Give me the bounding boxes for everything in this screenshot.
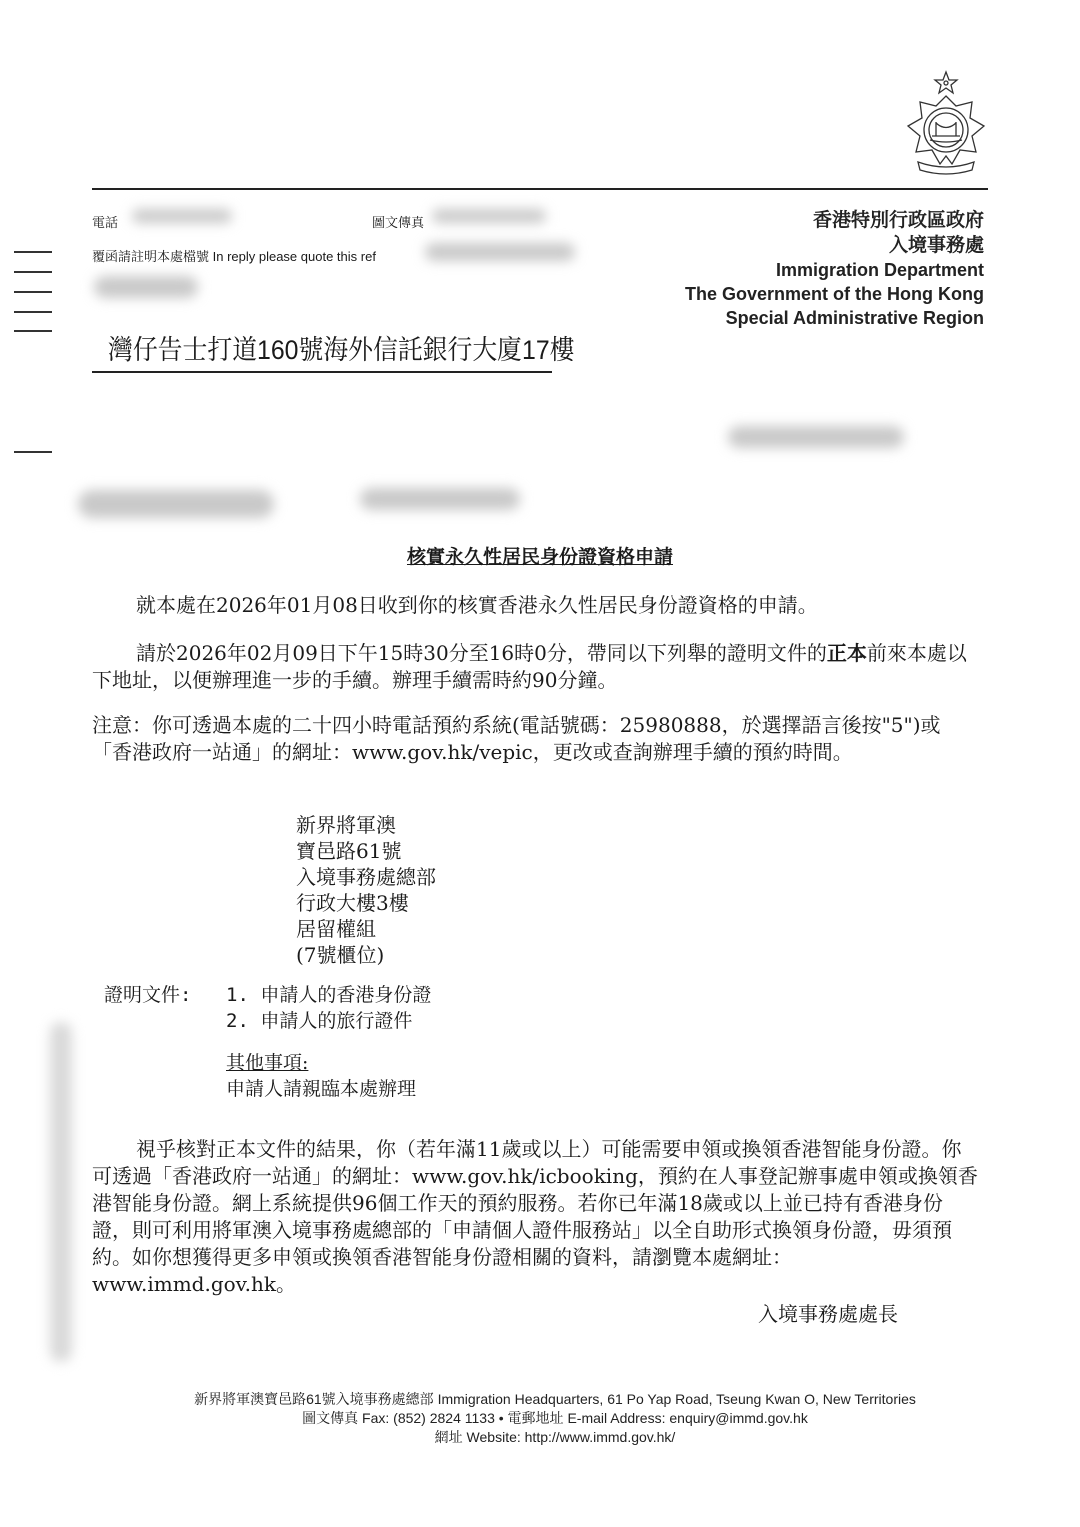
dept-en-line-2: The Government of the Hong Kong [685, 284, 984, 304]
paragraph-receipt-text: 就本處在2026年01月08日收到你的核實香港永久性居民身份證資格的申請。 [136, 593, 818, 617]
paragraph-appointment [92, 640, 980, 694]
paragraph-appointment-text [92, 640, 980, 694]
signature: 入境事務處處長 [758, 1302, 898, 1326]
address-line: 寶邑路61號 [296, 839, 402, 863]
immigration-department-crest-icon [900, 66, 992, 178]
margin-mark [14, 311, 52, 313]
margin-mark [14, 251, 52, 253]
appointment-text-before: 請於2026年02月09日下午15時30分至16時0分，帶同以下列舉的證明文件的 [136, 641, 827, 665]
documents-label: 證明文件: [104, 984, 192, 1006]
redacted-date [728, 426, 904, 448]
address-line: 居留權組 [296, 917, 376, 941]
other-matters-text: 申請人請親臨本處辦理 [226, 1078, 417, 1100]
margin-mark [14, 330, 52, 332]
other-matters-title: 其他事項: [226, 1052, 309, 1074]
paragraph-receipt [92, 592, 980, 619]
paragraph-note [92, 712, 980, 766]
redacted-phone [132, 209, 232, 223]
address-line: 新界將軍澳 [296, 813, 396, 837]
footer-website: 網址 Website: http://www.immd.gov.hk/ [434, 1429, 676, 1445]
margin-mark [14, 451, 52, 453]
smart-id-text: 視乎核對正本文件的結果，你（若年滿11歲或以上）可能需要申領或換領香港智能身份證。你可透過「香港政府一站通」的網址：www.gov.hk/icbooking，預約在人事登記辦事處申領或換領香港智能身份證。網上系統提供96個工作天的預約服務。若你已年滿18歲或以上並已持有香港身份證，則可利用將軍澳入境事務處總部的「申請個人證件服務站」以全自助形式換領身份證，毋須預約。如你想獲得更多申領或換領香港智能身份證相關的資料，請瀏覽本處網址：www.immd.gov.hk。 [92, 1137, 978, 1296]
redacted-name [94, 276, 198, 298]
footer-address: 新界將軍澳寶邑路61號入境事務處總部 Immigration Headquarters, 61 Po Yap Road, Tseung Kwan O, New Territories [194, 1391, 916, 1407]
documents-list [226, 982, 431, 1034]
original-copy-emphasis: 正本 [826, 641, 867, 665]
dept-en-line-3: Special Administrative Region [725, 308, 984, 328]
scan-shadow [50, 1022, 72, 1362]
margin-mark [14, 291, 52, 293]
recipient-address: 灣仔告士打道160號海外信託銀行大廈17樓 [108, 335, 575, 365]
department-name-block [685, 208, 984, 330]
address-underline [92, 371, 552, 373]
header-rule [92, 188, 988, 190]
office-address [296, 812, 436, 968]
address-line: 入境事務處總部 [296, 865, 436, 889]
redacted-reference [425, 243, 575, 261]
document-item: 1. 申請人的香港身份證 [226, 984, 432, 1006]
reference-label: 覆函請註明本處檔號 In reply please quote this ref [92, 249, 376, 264]
dept-zh-line-1: 香港特別行政區政府 [812, 210, 984, 231]
footer [0, 1390, 1080, 1447]
redacted-fax [432, 209, 546, 223]
dept-zh-line-2: 入境事務處 [888, 235, 984, 256]
appointment-text-after: 前來本處以下地址，以便辦理進一步的手續。辦理手續需時約90分鐘。 [92, 641, 967, 692]
dept-en-line-1: Immigration Department [775, 260, 984, 280]
margin-mark [14, 271, 52, 273]
fax-label: 圖文傳真 [372, 215, 425, 230]
redacted-salutation [78, 490, 274, 518]
other-matters [226, 1050, 416, 1102]
letter-title: 核實永久性居民身份證資格申請 [406, 546, 673, 568]
address-line: (7號櫃位) [296, 943, 385, 967]
address-line: 行政大樓3樓 [296, 891, 409, 915]
phone-label: 電話 [92, 215, 119, 230]
redacted-salutation [360, 488, 520, 510]
note-text: 注意：你可透過本處的二十四小時電話預約系統(電話號碼：25980888，於選擇語言後按"5")或「香港政府一站通」的網址：www.gov.hk/vepic，更改或查詢辦理手續的預約時間。 [92, 713, 941, 764]
footer-contact: 圖文傳真 Fax: (852) 2824 1133 • 電郵地址 E-mail Address: enquiry@immd.gov.hk [302, 1410, 808, 1426]
paragraph-smart-id [92, 1136, 980, 1298]
document-item: 2. 申請人的旅行證件 [226, 1010, 413, 1032]
